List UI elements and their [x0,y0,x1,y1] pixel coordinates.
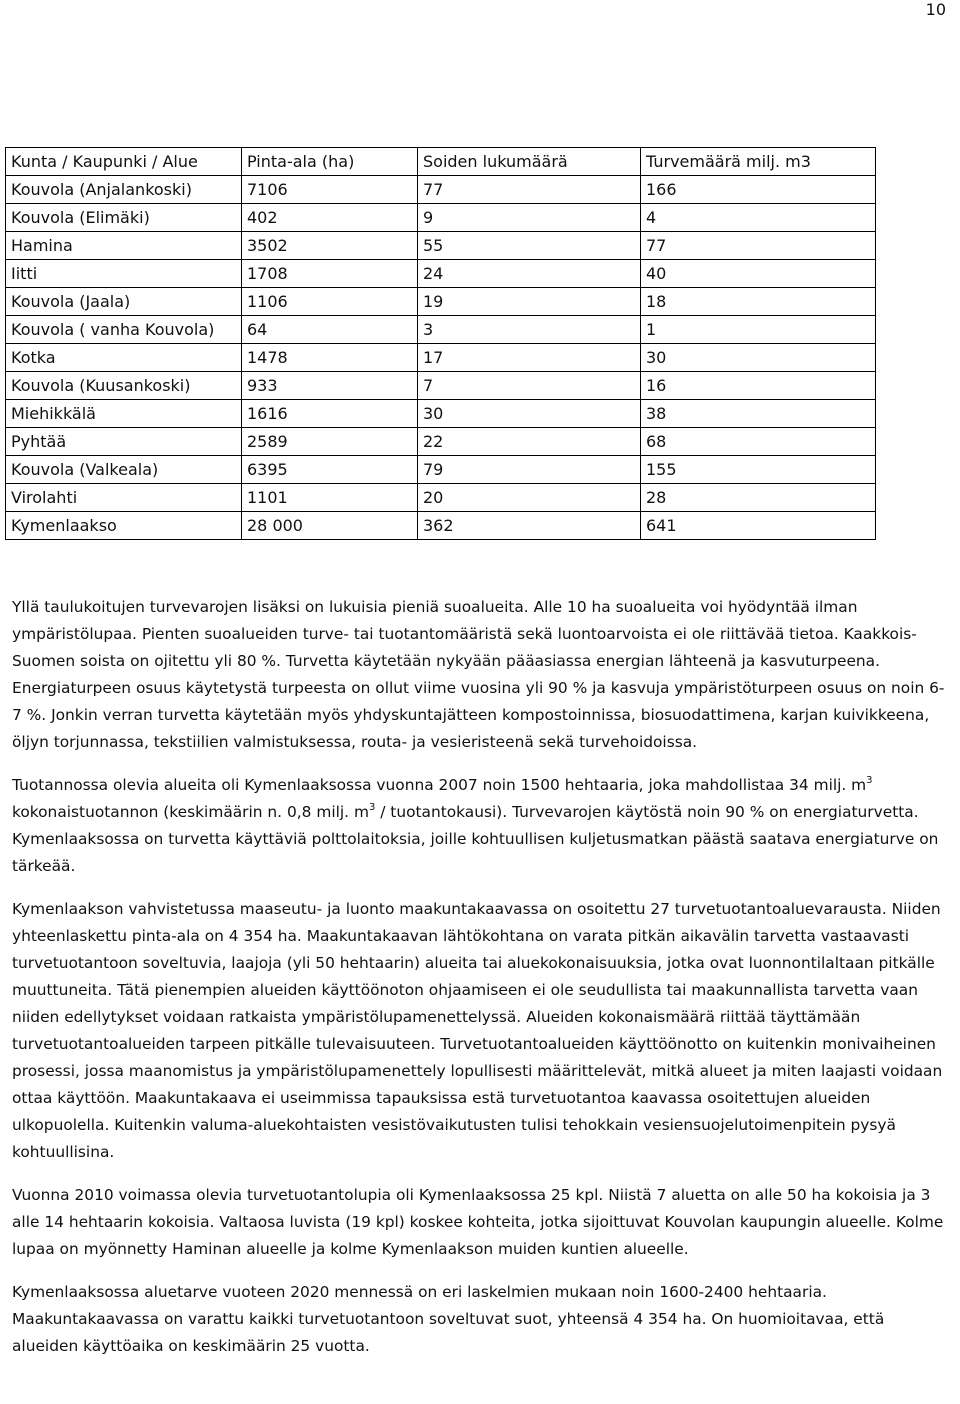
cell-peat-volume: 641 [641,512,876,540]
cell-municipality: Kouvola (Kuusankoski) [6,372,242,400]
cell-bog-count: 3 [418,316,641,344]
cell-municipality: Pyhtää [6,428,242,456]
cell-bog-count: 20 [418,484,641,512]
cell-municipality: Kouvola (Valkeala) [6,456,242,484]
cell-peat-volume: 18 [641,288,876,316]
table-row-total [6,512,876,540]
paragraph-production [12,772,948,880]
table-row [6,428,876,456]
paragraph-small-bogs: Yllä taulukoitujen turvevarojen lisäksi on lukuisia pieniä suoalueita. Alle 10 ha suoalueita voi hyödyntää ilman ympäristölupaa. Pienten suoalueiden turve- tai tuotantomääristä sekä luontoarvoista ei ole riittävää tietoa. Kaakkois-Suomen soista on ojitettu yli 80 %. Turvetta käytetään nykyään pääasiassa energian lähteenä ja kasvuturpeena. Energiaturpeen osuus käytetystä turpeesta on ollut viime vuosina yli 90 % ja kasvuja ympäristöturpeen osuus on noin 6-7 %. Jonkin verran turvetta käytetään myös yhdyskuntajätteen kompostoinnissa, biosuodattimena, karjan kuivikkeena, öljyn torjunnassa, tekstiilien valmistuksessa, routa- ja vesieristeenä sekä turvehoidoissa. [12,598,945,751]
cell-bog-count: 79 [418,456,641,484]
cell-peat-volume: 38 [641,400,876,428]
cell-municipality: Kouvola ( vanha Kouvola) [6,316,242,344]
cell-area: 7106 [242,176,418,204]
cell-area: 6395 [242,456,418,484]
table-row [6,344,876,372]
cell-area: 1101 [242,484,418,512]
cell-area: 1478 [242,344,418,372]
cell-peat-volume: 4 [641,204,876,232]
cell-bog-count: 77 [418,176,641,204]
header-peat-volume: Turvemäärä milj. m3 [641,148,876,176]
table-row [6,316,876,344]
page-number: 10 [925,0,946,19]
table-row [6,288,876,316]
table-row [6,260,876,288]
cell-bog-count: 9 [418,204,641,232]
cell-municipality: Kymenlaakso [6,512,242,540]
cell-peat-volume: 166 [641,176,876,204]
header-municipality: Kunta / Kaupunki / Alue [6,148,242,176]
cell-area: 3502 [242,232,418,260]
cell-peat-volume: 68 [641,428,876,456]
cell-bog-count: 22 [418,428,641,456]
paragraph-production-part-3: / tuotantokausi). Turvevarojen käytöstä noin 90 % on energiaturvetta. Kymenlaaksossa on turvetta käyttäviä polttolaitoksia, joille kohtuullisen kuljetusmatkan päästä saatava energiaturve on tärkeää. [12,803,939,875]
cell-area: 1708 [242,260,418,288]
cell-peat-volume: 155 [641,456,876,484]
cell-peat-volume: 30 [641,344,876,372]
cell-peat-volume: 28 [641,484,876,512]
table-row [6,456,876,484]
cell-municipality: Kouvola (Elimäki) [6,204,242,232]
peat-resources-table [5,147,876,540]
paragraph-production-part-2: kokonaistuotannon (keskimäärin n. 0,8 milj. m [12,803,369,821]
paragraph-permits: Vuonna 2010 voimassa olevia turvetuotantolupia oli Kymenlaaksossa 25 kpl. Niistä 7 aluetta on alle 50 ha kokoisia ja 3 alle 14 hehtaarin kokoisia. Valtaosa luvista (19 kpl) koskee kohteita, jotka sijoittuvat Kouvolan kaupungin alueelle. Kolme lupaa on myönnetty Haminan alueelle ja kolme Kymenlaakson muiden kuntien alueelle. [12,1186,944,1258]
cell-area: 1616 [242,400,418,428]
table-row [6,204,876,232]
cell-municipality: Hamina [6,232,242,260]
superscript-3: 3 [368,802,376,813]
cell-area: 1106 [242,288,418,316]
cell-municipality: Kouvola (Jaala) [6,288,242,316]
cell-municipality: Iitti [6,260,242,288]
cell-area: 28 000 [242,512,418,540]
table-row [6,232,876,260]
cell-peat-volume: 16 [641,372,876,400]
cell-peat-volume: 77 [641,232,876,260]
cell-area: 402 [242,204,418,232]
table-row [6,176,876,204]
cell-area: 2589 [242,428,418,456]
cell-peat-volume: 40 [641,260,876,288]
paragraph-area-demand: Kymenlaaksossa aluetarve vuoteen 2020 mennessä on eri laskelmien mukaan noin 1600-2400 hehtaaria. Maakuntakaavassa on varattu kaikki turvetuotantoon soveltuvat suot, yhteensä 4 354 ha. On huomioitavaa, että alueiden käyttöaika on keskimäärin 25 vuotta. [12,1283,885,1355]
table-row [6,372,876,400]
cell-area: 933 [242,372,418,400]
cell-area: 64 [242,316,418,344]
cell-bog-count: 30 [418,400,641,428]
cell-municipality: Virolahti [6,484,242,512]
table-body [6,176,876,540]
table-header-row [6,148,876,176]
header-bog-count: Soiden lukumäärä [418,148,641,176]
table-row [6,484,876,512]
cell-municipality: Miehikkälä [6,400,242,428]
cell-bog-count: 24 [418,260,641,288]
table-row [6,400,876,428]
cell-bog-count: 17 [418,344,641,372]
cell-bog-count: 362 [418,512,641,540]
body-text [12,594,948,1376]
cell-bog-count: 19 [418,288,641,316]
cell-bog-count: 55 [418,232,641,260]
paragraph-regional-plan: Kymenlaakson vahvistetussa maaseutu- ja luonto maakuntakaavassa on osoitettu 27 turvetuotantoaluevarausta. Niiden yhteenlaskettu pinta-ala on 4 354 ha. Maakuntakaavan lähtökohtana on varata pitkän aikavälin tarvetta vastaavasti turvetuotantoon soveltuvia, laajoja (yli 50 hehtaarin) alueita tai aluekokonaisuuksia, jotka ovat luonnontilaltaan pitkälle muuttuneita. Tätä pienempien alueiden käyttöönoton ohjaamiseen ei ole seudullista tai maakunnallista tarvetta vaan niiden edellytykset voidaan ratkaista ympäristölupamenettelyssä. Alueiden kokonaismäärä riittää täyttämään turvetuotantoalueiden tarpeen pitkälle tulevaisuuteen. Turvetuotantoalueiden käyttöönotto on kuitenkin monivaiheinen prosessi, jossa maanomistus ja ympäristölupamenettely lopullisesti määrittelevät, mitkä alueet ja miten laajasti voidaan ottaa käyttöön. Maakuntakaava ei useimmissa tapauksissa estä turvetuotantoa kaavassa osoitettujen alueiden ulkopuolella. Kuitenkin valuma-aluekohtaisten vesistövaikutusten tulisi tehokkain vesiensuojelutoimenpitein pysyä kohtuullisina. [12,900,943,1161]
cell-peat-volume: 1 [641,316,876,344]
cell-municipality: Kouvola (Anjalankoski) [6,176,242,204]
paragraph-production-part-1: Tuotannossa olevia alueita oli Kymenlaaksossa vuonna 2007 noin 1500 hehtaaria, joka mahdollistaa 34 milj. m [12,776,867,794]
superscript-3: 3 [866,775,873,786]
cell-municipality: Kotka [6,344,242,372]
cell-bog-count: 7 [418,372,641,400]
header-area: Pinta-ala (ha) [242,148,418,176]
